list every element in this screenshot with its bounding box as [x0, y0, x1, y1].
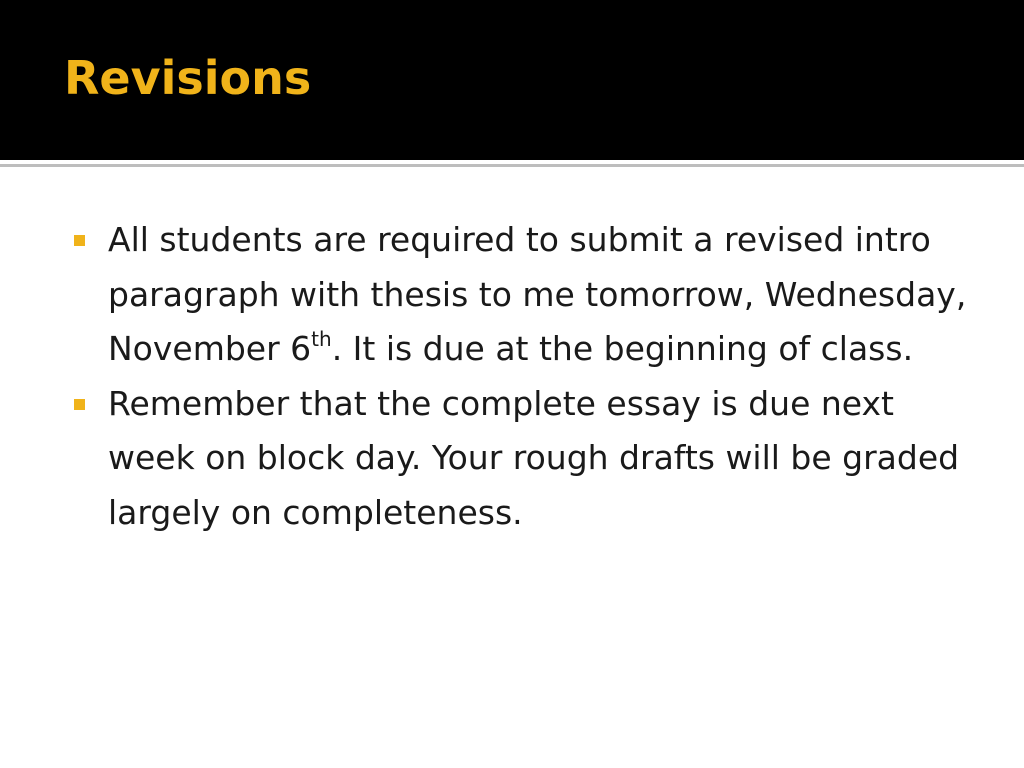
bullet-1-text: All students are required to submit a revised intro paragraph with thesis to me tomorrow, Wednesday, November 6 — [108, 220, 967, 368]
bullet-item-1 — [72, 213, 972, 377]
title-band — [0, 0, 1024, 160]
bullet-list — [72, 213, 972, 540]
bullet-item-2 — [72, 377, 972, 541]
bullet-1-text-continued: . It is due at the beginning of class. — [331, 329, 914, 368]
bullet-2-text: Remember that the complete essay is due next week on block day. Your rough drafts will be graded largely on completeness. — [108, 383, 960, 532]
bullet-square-icon — [74, 235, 85, 246]
title-divider — [0, 164, 1024, 167]
bullet-square-icon — [74, 399, 85, 410]
slide-title: Revisions — [64, 51, 312, 105]
bullet-1-superscript: th — [311, 327, 332, 351]
